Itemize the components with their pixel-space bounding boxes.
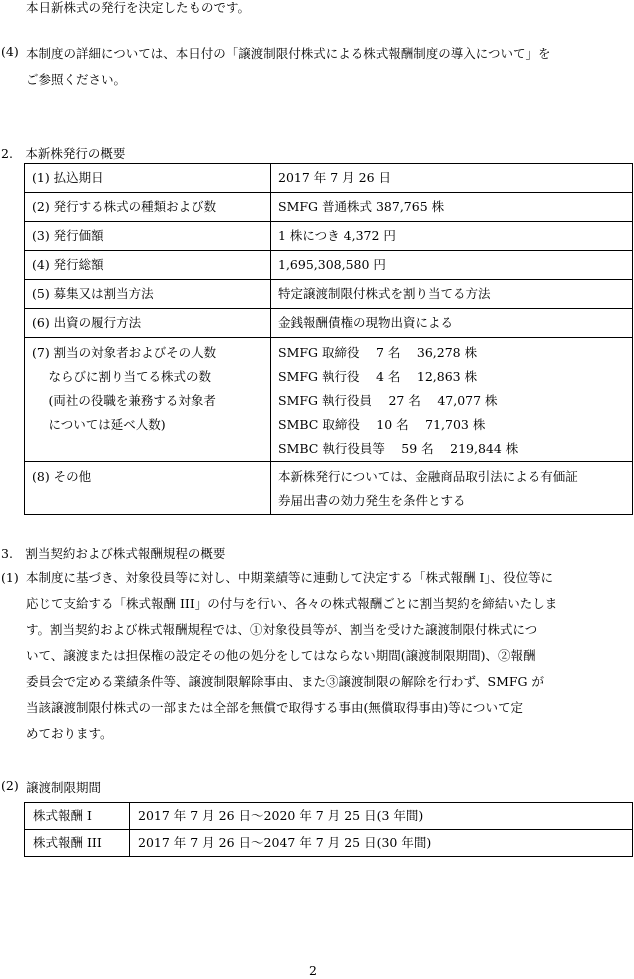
summary-label-cell xyxy=(25,222,271,251)
restriction-period-table xyxy=(24,802,633,857)
summary-value-line: 1 株につき 4,372 円 xyxy=(278,228,396,243)
section-3-p2-heading: 譲渡制限期間 xyxy=(26,780,102,795)
summary-label-line: (1) 払込期日 xyxy=(32,170,104,185)
summary-value-line: SMBC 取締役 10 名 71,703 株 xyxy=(278,417,486,432)
summary-label-cell xyxy=(25,164,271,193)
intro-line: 本日新株式の発行を決定したものです。 xyxy=(26,0,251,15)
section-3-p1-line: 当該譲渡制限付株式の一部または全部を無償で取得する事由(無償取得事由)等について定 xyxy=(26,700,524,715)
summary-value-line: SMFG 執行役員 27 名 47,077 株 xyxy=(278,393,498,408)
summary-value-line: SMFG 執行役 4 名 12,863 株 xyxy=(278,369,478,384)
summary-label-line: (7) 割当の対象者およびその人数 xyxy=(32,345,217,360)
summary-value-cell xyxy=(271,251,633,280)
note-4-marker: (4) xyxy=(1,44,19,59)
summary-value-line: 2017 年 7 月 26 日 xyxy=(278,170,392,185)
summary-label-line: (2) 発行する株式の種類および数 xyxy=(32,199,217,214)
summary-value-line: SMFG 取締役 7 名 36,278 株 xyxy=(278,345,478,360)
period-row xyxy=(25,803,633,830)
section-3-p2-marker: (2) xyxy=(1,778,19,793)
summary-label-line: (両社の役職を兼務する対象者 xyxy=(32,393,216,408)
summary-label-cell xyxy=(25,251,271,280)
period-label-cell: 株式報酬 I xyxy=(25,803,130,830)
summary-value-cell xyxy=(271,309,633,338)
section-3-heading: 3. 割当契約および株式報酬規程の概要 xyxy=(1,546,226,561)
summary-label-line: (8) その他 xyxy=(32,469,92,484)
summary-row xyxy=(25,222,633,251)
summary-row xyxy=(25,462,633,515)
summary-label-line: (3) 発行価額 xyxy=(32,228,104,243)
section-3-p1-marker: (1) xyxy=(1,570,19,585)
summary-label-cell xyxy=(25,280,271,309)
summary-value-cell xyxy=(271,193,633,222)
section-2-heading: 2. 本新株発行の概要 xyxy=(1,146,126,161)
summary-value-line: 特定譲渡制限付株式を割り当てる方法 xyxy=(278,286,491,301)
period-row xyxy=(25,830,633,857)
summary-value-cell xyxy=(271,338,633,462)
period-label-cell: 株式報酬 III xyxy=(25,830,130,857)
summary-value-cell xyxy=(271,462,633,515)
section-3-p1-line: 本制度に基づき、対象役員等に対し、中期業績等に連動して決定する「株式報酬 I」、役位等に xyxy=(26,570,554,585)
period-value-cell: 2017 年 7 月 26 日～2020 年 7 月 25 日(3 年間) xyxy=(130,803,633,830)
issuance-summary-table xyxy=(24,163,633,515)
summary-row xyxy=(25,193,633,222)
summary-value-line: SMBC 執行役員等 59 名 219,844 株 xyxy=(278,441,519,456)
summary-label-line: (6) 出資の履行方法 xyxy=(32,315,142,330)
summary-value-line: 1,695,308,580 円 xyxy=(278,257,386,272)
note-4-line-1: 本制度の詳細については、本日付の「譲渡制限付株式による株式報酬制度の導入について」を xyxy=(26,46,551,61)
section-3-p1-line: いて、譲渡または担保権の設定その他の処分をしてはならない期間(譲渡制限期間)、②報酬 xyxy=(26,648,536,663)
summary-label-cell xyxy=(25,462,271,515)
summary-label-line: については延べ人数) xyxy=(32,417,166,432)
summary-row xyxy=(25,164,633,193)
summary-label-line: (4) 発行総額 xyxy=(32,257,104,272)
page-number: 2 xyxy=(309,963,317,978)
summary-value-line: SMFG 普通株式 387,765 株 xyxy=(278,199,445,214)
summary-row xyxy=(25,309,633,338)
section-3-p1-line: 委員会で定める業績条件等、譲渡制限解除事由、また③譲渡制限の解除を行わず、SMFG が xyxy=(26,674,544,689)
summary-value-cell xyxy=(271,164,633,193)
summary-label-cell xyxy=(25,309,271,338)
section-3-p1-line: す。割当契約および株式報酬規程では、①対象役員等が、割当を受けた譲渡制限付株式につ xyxy=(26,622,538,637)
summary-value-cell xyxy=(271,222,633,251)
summary-label-line: ならびに割り当てる株式の数 xyxy=(32,369,211,384)
summary-value-line: 本新株発行については、金融商品取引法による有価証 xyxy=(278,469,578,484)
period-value-cell: 2017 年 7 月 26 日～2047 年 7 月 25 日(30 年間) xyxy=(130,830,633,857)
summary-row xyxy=(25,251,633,280)
summary-row xyxy=(25,280,633,309)
summary-label-cell xyxy=(25,193,271,222)
summary-value-line: 券届出書の効力発生を条件とする xyxy=(278,493,466,508)
section-3-p1-line: めております。 xyxy=(26,726,113,741)
summary-value-line: 金銭報酬債権の現物出資による xyxy=(278,315,454,330)
section-3-p1-line: 応じて支給する「株式報酬 III」の付与を行い、各々の株式報酬ごとに割当契約を締結いたしま xyxy=(26,596,558,611)
summary-label-line: (5) 募集又は割当方法 xyxy=(32,286,154,301)
summary-row xyxy=(25,338,633,462)
summary-label-cell xyxy=(25,338,271,462)
note-4-line-2: ご参照ください。 xyxy=(26,72,127,87)
summary-value-cell xyxy=(271,280,633,309)
